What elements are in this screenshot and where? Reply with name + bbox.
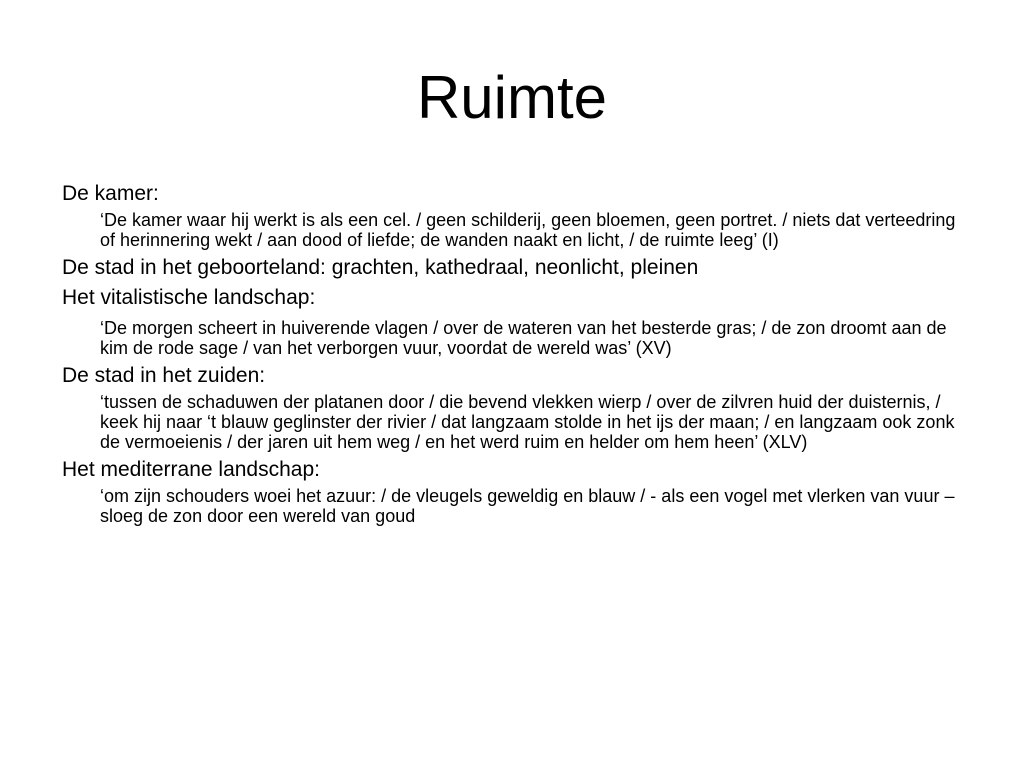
bullet-quote: ‘De morgen scheert in huiverende vlagen / over de wateren van het besterde gras; / de zon droomt aan de kim de rode sage / van het verborgen vuur, voordat de wereld was’ (XV) — [100, 318, 947, 358]
bullet-quote: ‘om zijn schouders woei het azuur: / de vleugels geweldig en blauw / - als een vogel met vlerken van vuur – sloeg de zon door een wereld van goud — [100, 486, 955, 526]
bullet-heading: Het vitalistische landschap: — [62, 286, 316, 309]
bullet-quote: ‘De kamer waar hij werkt is als een cel. / geen schilderij, geen bloemen, geen portret. / niets dat verteedring of herinnering wekt / aan dood of liefde; de wanden naakt en licht, / de ruimte leeg’ (I) — [100, 210, 956, 250]
slide-title: Ruimte — [416, 64, 608, 131]
bullet-heading: De kamer: — [62, 182, 159, 205]
bullet-heading: De stad in het geboorteland: grachten, kathedraal, neonlicht, pleinen — [62, 256, 699, 279]
slide-body — [62, 180, 962, 530]
bullet-heading: Het mediterrane landschap: — [62, 458, 320, 481]
bullet-quote: ‘tussen de schaduwen der platanen door / die bevend vlekken wierp / over de zilvren huid der duisternis, / keek hij naar ‘t blauw geglinster der rivier / dat langzaam stolde in het ijs der maan; / en langzaam ook zonk de vermoeienis / der jaren uit hem weg / en het werd ruim en helder om hem heen’ (XLV) — [100, 392, 955, 452]
bullet-heading: De stad in het zuiden: — [62, 364, 266, 387]
